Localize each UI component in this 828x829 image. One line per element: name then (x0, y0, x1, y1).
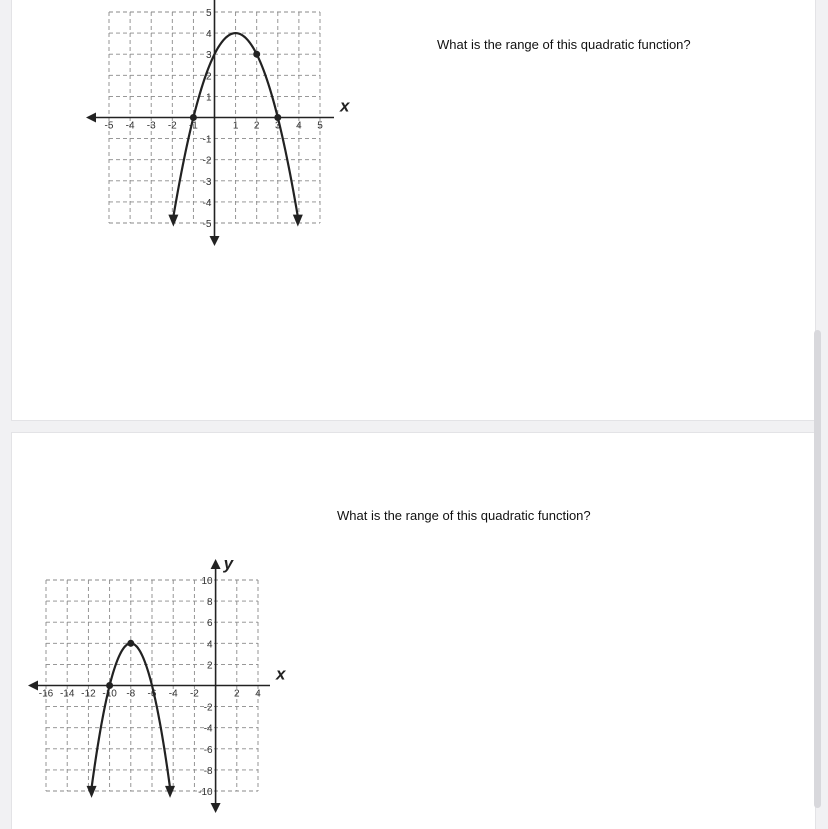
x-tick-label: -1 (188, 120, 198, 132)
y-tick-label: 1 (205, 92, 212, 104)
x-axis-label: x (276, 664, 286, 684)
marked-point (106, 682, 113, 689)
y-tick-label: 4 (205, 29, 212, 41)
parabola-arrow-left (87, 786, 97, 798)
y-tick-label: -10 (198, 787, 213, 798)
x-tick-label: -10 (102, 688, 117, 700)
y-tick-label: -4 (202, 197, 212, 209)
x-axis-label: x (340, 96, 350, 116)
x-tick-label: 5 (317, 120, 323, 132)
x-tick-label: 2 (234, 688, 240, 700)
y-tick-label: -2 (203, 702, 213, 714)
x-tick-label: 2 (253, 120, 260, 132)
x-tick-label: 3 (275, 120, 281, 132)
y-tick-label: -5 (202, 219, 212, 230)
marked-point (253, 51, 260, 58)
y-tick-label: -8 (203, 765, 213, 777)
parabola-arrow-right (293, 215, 303, 227)
question-card-1 (12, 0, 815, 420)
x-tick-label: -4 (168, 688, 178, 700)
y-tick-label: -1 (202, 134, 212, 146)
page-scrollbar[interactable] (816, 0, 825, 829)
y-tick-label: 10 (201, 576, 213, 587)
question-prompt-1: What is the range of this quadratic function? (437, 37, 691, 52)
coordinate-graph-1 (72, 0, 352, 250)
marked-point (190, 114, 197, 121)
x-tick-label: -5 (104, 120, 114, 132)
x-tick-label: -12 (81, 688, 96, 700)
x-tick-label: -14 (59, 688, 75, 700)
x-tick-label: 1 (232, 120, 239, 132)
x-tick-label: -3 (146, 120, 156, 132)
x-tick-label: -16 (38, 688, 54, 700)
x-tick-label: -4 (125, 120, 135, 132)
y-tick-label: 6 (207, 618, 213, 630)
y-axis-arrow-up (211, 559, 221, 569)
y-tick-label: 2 (205, 71, 212, 83)
x-tick-label: -2 (189, 688, 199, 700)
y-axis-arrow-down (210, 236, 220, 246)
scrollbar-thumb[interactable] (814, 330, 821, 808)
y-axis-arrow-down (211, 803, 221, 813)
y-tick-label: -2 (202, 155, 212, 167)
question-card-2 (12, 433, 815, 829)
y-tick-label: -3 (202, 176, 212, 188)
x-axis-arrow-left (86, 113, 96, 123)
marked-point (274, 114, 281, 121)
question-prompt-2: What is the range of this quadratic function? (337, 508, 591, 523)
x-tick-label: -8 (126, 688, 136, 700)
y-tick-label: 8 (207, 597, 213, 609)
y-tick-label: 3 (205, 50, 212, 62)
y-tick-label: -4 (203, 723, 213, 735)
y-axis-label: y (223, 554, 234, 573)
x-tick-label: 4 (296, 120, 302, 132)
y-tick-label: 4 (207, 639, 213, 651)
x-axis-arrow-left (28, 681, 38, 691)
y-tick-label: 2 (207, 660, 213, 672)
y-tick-label: 5 (205, 8, 212, 19)
y-tick-label: -6 (203, 744, 213, 756)
coordinate-graph-2 (30, 553, 310, 823)
parabola-arrow-left (168, 215, 178, 227)
parabola-arrow-right (165, 786, 175, 798)
marked-point (127, 640, 134, 647)
x-tick-label: -2 (167, 120, 177, 132)
x-tick-label: 4 (255, 688, 261, 700)
x-tick-label: -6 (147, 688, 157, 700)
